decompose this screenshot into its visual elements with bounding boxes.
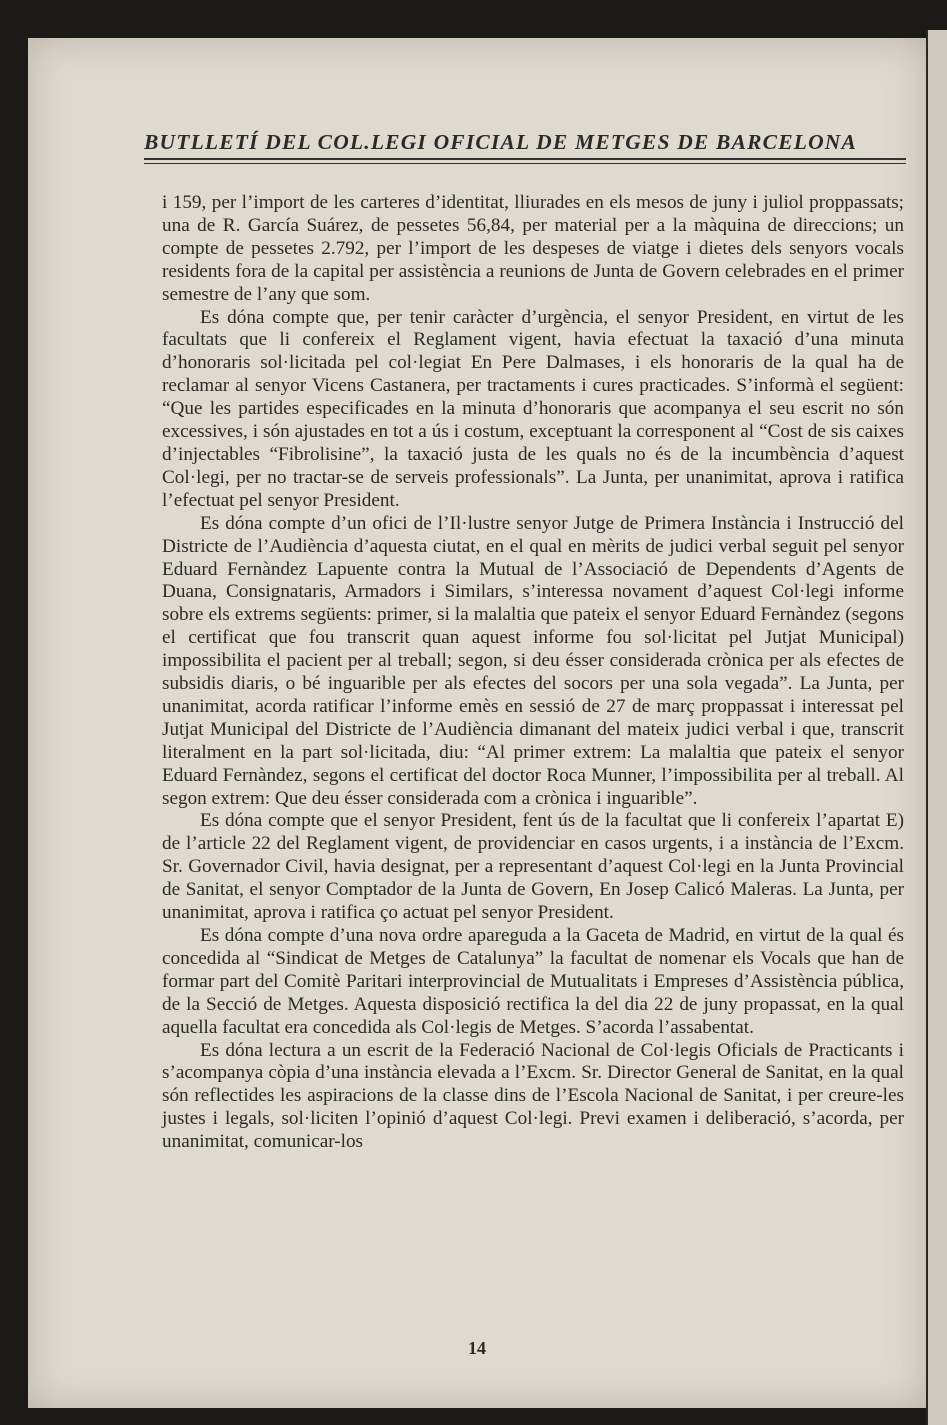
- header-rule: [144, 158, 906, 160]
- paragraph: Es dóna compte d’una nova ordre apareguda a la Gaceta de Madrid, en virtut de la qual és concedida al “Sindicat de Metges de Catalunya” la facultat de nomenar els Vocals que han de formar part del Comitè Paritari interprovincial de Mutualitats i Empreses d’Assistència pública, de la Secció de Metges. Aquesta disposició rectifica la del dia 22 de juny propassat, en la qual aquella facultat era concedida als Col·legis de Metges. S’acorda l’assabentat.: [162, 925, 904, 1038]
- paragraph: Es dóna compte que, per tenir caràcter d’urgència, el senyor President, en virtut de les facultats que li confereix el Reglament vigent, havia efectuat la taxació d’una minuta d’honoraris sol·licitada pel col·legiat En Pere Dalmases, i els honoraris de la qual ha de reclamar al senyor Vicens Castanera, per tractaments i cures practicades. S’informà el següent: “Que les partides especificades en la minuta d’honoraris que acompanya el seu escrit no són excessives, i són ajustades en tot a ús i costum, exceptuant la corresponent al “Cost de sis caixes d’injectables “Fibrolisine”, la taxació justa de les quals no és de la incumbència d’aquest Col·legi, per no tractar-se de serveis professionals”. La Junta, per unanimitat, aprova i ratifica l’efectuat pel senyor President.: [162, 306, 904, 511]
- document-page: [28, 38, 926, 1408]
- paragraph: Es dóna lectura a un escrit de la Federació Nacional de Col·legis Oficials de Practicants i s’acompanya còpia d’una instància elevada a l’Excm. Sr. Director General de Sanitat, en la qual són reflectides les aspiracions de la classe dins de l’Escola Nacional de Sanitat, i per creure-les justes i legals, sol·liciten l’opinió d’aquest Col·legi. Previ examen i deliberació, s’acorda, per unanimitat, comunicar-los: [162, 1039, 904, 1153]
- paragraph: Es dóna compte d’un ofici de l’Il·lustre senyor Jutge de Primera Instància i Instrucció del Districte de l’Audiència d’aquesta ciutat, en el qual en mèrits de judici verbal seguit pel senyor Eduard Fernàndez Lapuente contra la Mutual de l’Associació de Dependents d’Agents de Duana, Consignataris, Armadors i Similars, s’interessa novament d’aquest Col·legi informe sobre els extrems següents: primer, si la malaltia que pateix el senyor Eduard Fernàndez (segons el certificat que fou transcrit quan aquest informe fou sol·licitat pel Jutjat Municipal) impossibilita el pacient per al treball; segon, si deu ésser considerada crònica per als efectes de subsidis diaris, o bé inguarible per als efectes del socors per una sola vegada”. La Junta, per unanimitat, acorda ratificar l’informe emès en sessió de 27 de març proppassat i interessat pel Jutjat Municipal del Districte de l’Audiència dimanant del mateix judici verbal i que, transcrit literalment en la part sol·licitada, diu: “Al primer extrem: La malaltia que pateix el senyor Eduard Fernàndez, segons el certificat del doctor Roca Munner, l’impossibilita per al treball. Al segon extrem: Que deu ésser considerada com a crònica i inguarible”.: [162, 512, 904, 809]
- adjacent-page-edge: [926, 30, 947, 1425]
- body-text: [162, 192, 904, 1154]
- header-rule-thin: [144, 163, 906, 164]
- running-header: BUTLLETÍ DEL COL.LEGI OFICIAL DE METGES DE BARCELONA: [144, 130, 858, 154]
- page-number: 14: [468, 1338, 486, 1358]
- paragraph: i 159, per l’import de les carteres d’identitat, lliurades en els mesos de juny i juliol proppassats; una de R. García Suárez, de pessetes 56,84, per material per a la màquina de direccions; un compte de pessetes 2.792, per l’import de les despeses de viatge i dietes dels senyors vocals residents fora de la capital per assistència a reunions de Junta de Govern celebrades en el primer semestre de l’any que som.: [162, 192, 904, 305]
- paragraph: Es dóna compte que el senyor President, fent ús de la facultat que li confereix l’apartat E) de l’article 22 del Reglament vigent, de providenciar en casos urgents, i a instància de l’Excm. Sr. Governador Civil, havia designat, per a representant d’aquest Col·legi en la Junta Provincial de Sanitat, el senyor Comptador de la Junta de Govern, En Josep Calicó Maleras. La Junta, per unanimitat, aprova i ratifica ço actuat pel senyor President.: [162, 810, 904, 924]
